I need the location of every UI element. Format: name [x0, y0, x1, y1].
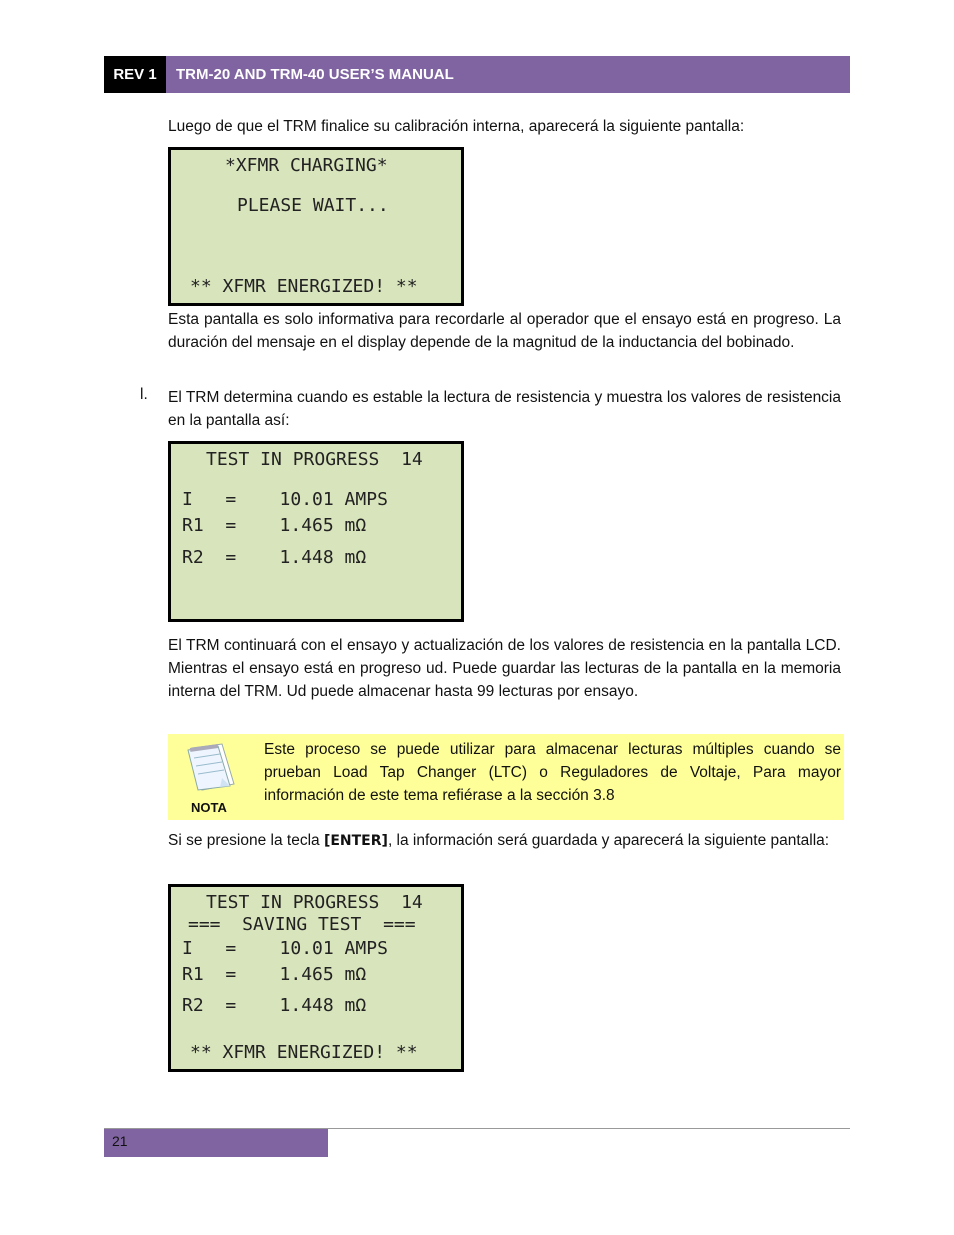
lcd-screen-saving [168, 884, 464, 1072]
paragraph-intro: Luego de que el TRM finalice su calibración interna, aparecerá la siguiente pantalla: [168, 118, 745, 135]
paragraph-enter [168, 829, 841, 853]
lcd-line: === SAVING TEST === [188, 914, 416, 935]
page-header [104, 56, 850, 93]
lcd-line: ** XFMR ENERGIZED! ** [190, 276, 418, 297]
revision-label: REV 1 [104, 56, 166, 93]
lcd-line: I = 10.01 AMPS [182, 938, 388, 959]
lcd-line: TEST IN PROGRESS 14 [206, 892, 423, 913]
paragraph-enter-before: Si se presione la tecla [168, 832, 324, 849]
paragraph-info: Esta pantalla es solo informativa para recordarle al operador que el ensayo está en progreso. La duración del mensaje en el display depende de la magnitud de la inductancia del bobinado. [168, 311, 841, 351]
lcd-line: R1 = 1.465 mΩ [182, 964, 367, 985]
note-label: NOTA [191, 800, 227, 815]
lcd-screen-progress [168, 441, 464, 622]
notepad-icon [182, 740, 238, 792]
lcd-line: R2 = 1.448 mΩ [182, 995, 367, 1016]
lcd-screen-charging [168, 147, 464, 306]
list-marker: l. [140, 386, 148, 403]
manual-title: TRM-20 AND TRM-40 USER’S MANUAL [166, 56, 850, 93]
paragraph-enter-after: , la información será guardada y aparecerá la siguiente pantalla: [387, 832, 830, 849]
note-box [168, 734, 844, 820]
lcd-line: *XFMR CHARGING* [225, 155, 388, 176]
paragraph-continue: El TRM continuará con el ensayo y actualización de los valores de resistencia en la pantalla LCD. Mientras el ensayo está en progreso ud. Puede guardar las lecturas de la pantalla en la memoria interna del TRM. Ud puede almacenar hasta 99 lecturas por ensayo. [168, 637, 841, 700]
enter-key-label: [ENTER] [323, 833, 388, 849]
lcd-line: R2 = 1.448 mΩ [182, 547, 367, 568]
lcd-line: ** XFMR ENERGIZED! ** [190, 1042, 418, 1063]
lcd-line: R1 = 1.465 mΩ [182, 515, 367, 536]
lcd-line: PLEASE WAIT... [237, 195, 389, 216]
lcd-line: I = 10.01 AMPS [182, 489, 388, 510]
note-text: Este proceso se puede utilizar para almacenar lecturas múltiples cuando se prueban Load Tap Changer (LTC) o Reguladores de Voltaje, Para mayor información de este tema refiérase a la sección 3.8 [264, 741, 841, 804]
lcd-line: TEST IN PROGRESS 14 [206, 449, 423, 470]
paragraph-step-l: El TRM determina cuando es estable la lectura de resistencia y muestra los valores de resistencia en la pantalla así: [168, 389, 841, 429]
page-number: 21 [104, 1129, 328, 1157]
